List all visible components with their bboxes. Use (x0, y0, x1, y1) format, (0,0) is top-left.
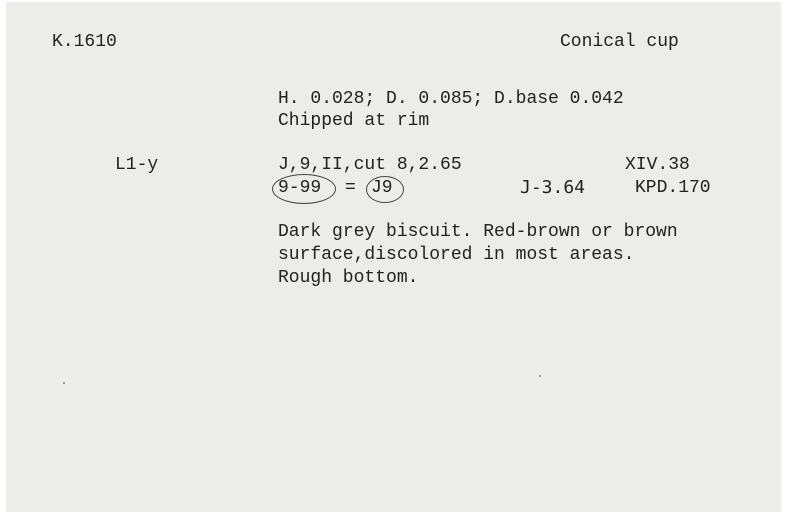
photo-reference: J-3.64 (520, 177, 586, 198)
catalog-card (6, 2, 782, 512)
roman-reference: XIV.38 (625, 155, 690, 175)
description-line-2: surface,discolored in most areas. (278, 245, 635, 265)
publication-reference: KPD.170 (635, 178, 711, 198)
paper-speck (63, 382, 65, 384)
location-code: L1-y (115, 155, 159, 175)
equals-sign: = (345, 178, 356, 198)
description-line-3: Rough bottom. (278, 268, 419, 288)
inventory-number-1: 9-99 (278, 178, 322, 198)
description-line-1: Dark grey biscuit. Red-brown or brown (278, 222, 678, 242)
condition-note: Chipped at rim (278, 111, 430, 131)
paper-speck (539, 375, 541, 377)
dimensions: H. 0.028; D. 0.085; D.base 0.042 (278, 89, 624, 109)
catalog-number: K.1610 (52, 32, 117, 52)
find-context: J,9,II,cut 8,2.65 (278, 155, 462, 175)
object-type: Conical cup (560, 32, 679, 52)
inventory-number-2: J9 (371, 178, 393, 198)
